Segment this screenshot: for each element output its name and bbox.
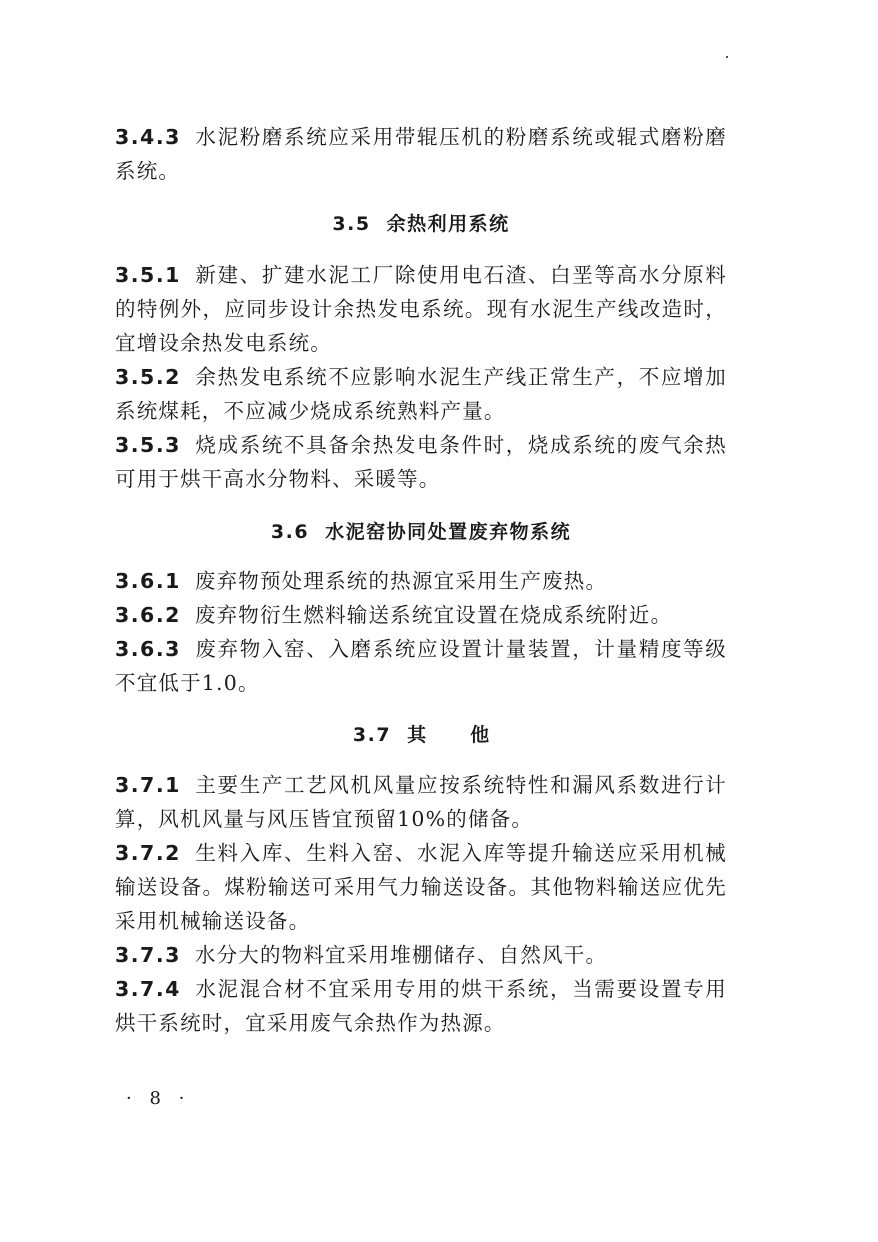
document-body: [115, 120, 727, 1040]
clause-3-6-3: 3.6.3 废弃物入窑、入磨系统应设置计量装置，计量精度等级不宜低于1.0。: [115, 637, 727, 695]
clause-3-7-3: 3.7.3 水分大的物料宜采用堆棚储存、自然风干。: [115, 943, 608, 967]
section-heading-3-7: 3.7 其他: [352, 724, 534, 746]
clause-3-7-4: 3.7.4 水泥混合材不宜采用专用的烘干系统，当需要设置专用烘干系统时，宜采用废气余热作为热源。: [115, 977, 727, 1035]
clause-3-5-3: 3.5.3 烧成系统不具备余热发电条件时，烧成系统的废气余热可用于烘干高水分物料、采暖等。: [115, 433, 727, 491]
clause-3-7-2: 3.7.2 生料入库、生料入窑、水泥入库等提升输送应采用机械输送设备。煤粉输送可采用气力输送设备。其他物料输送应优先采用机械输送设备。: [115, 841, 727, 933]
clause-3-5-2: 3.5.2 余热发电系统不应影响水泥生产线正常生产，不应增加系统煤耗，不应减少烧成系统熟料产量。: [115, 365, 727, 423]
clause-3-5-1: 3.5.1 新建、扩建水泥工厂除使用电石渣、白垩等高水分原料的特例外，应同步设计余热发电系统。现有水泥生产线改造时，宜增设余热发电系统。: [115, 263, 727, 355]
clause-3-4-3: 3.4.3 水泥粉磨系统应采用带辊压机的粉磨系统或辊式磨粉磨系统。: [115, 125, 727, 183]
clause-3-7-1: 3.7.1 主要生产工艺风机风量应按系统特性和漏风系数进行计算，风机风量与风压皆宜预留10%的储备。: [115, 773, 727, 831]
section-heading-3-5: 3.5 余热利用系统: [332, 213, 510, 235]
section-heading-3-6: 3.6 水泥窑协同处置废弃物系统: [270, 521, 572, 543]
clause-3-6-2: 3.6.2 废弃物衍生燃料输送系统宜设置在烧成系统附近。: [115, 603, 673, 627]
page-number: · 8 ·: [126, 1088, 191, 1109]
scan-speck: [726, 56, 728, 58]
clause-3-6-1: 3.6.1 废弃物预处理系统的热源宜采用生产废热。: [115, 569, 608, 593]
